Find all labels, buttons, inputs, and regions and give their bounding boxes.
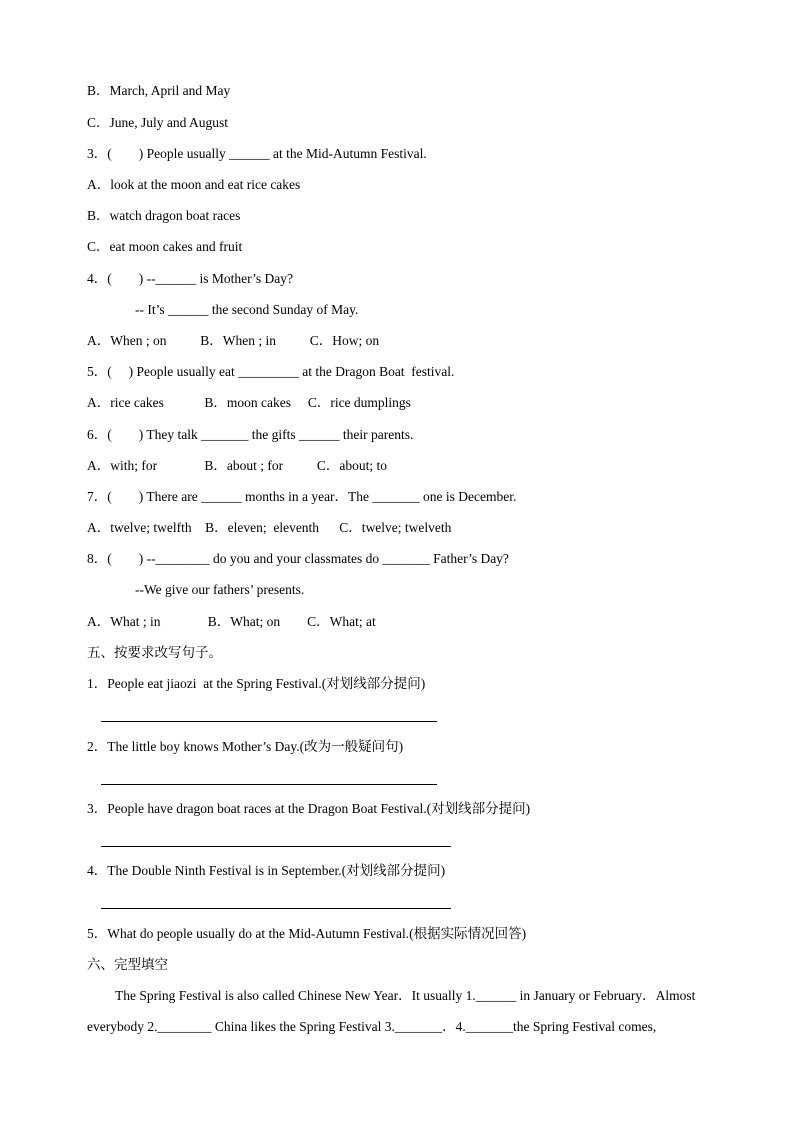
ln-3: 3．( ) People usually ______ at the Mid-Autumn Festival. — [87, 146, 427, 161]
section-six-heading: 六、完型填空 — [87, 957, 168, 973]
ln-11: A．rice cakes B．moon cakes C．rice dumplings — [87, 395, 411, 410]
answer-line-2 — [101, 784, 437, 785]
ln-1: B．March, April and May — [87, 83, 231, 98]
ln-17: --We give our fathers’ presents. — [135, 582, 305, 597]
answer-line-4 — [101, 908, 451, 909]
ln-24: 5．What do people usually do at the Mid-Autumn Festival.(根据实际情况回答) — [87, 926, 527, 941]
ln-13: A．with; for B．about ; for C．about; to — [87, 458, 387, 473]
ln-21: 2．The little boy knows Mother’s Day.(改为一般疑问句) — [87, 739, 404, 754]
ln-7: 4．( ) --______ is Mother’s Day? — [87, 271, 293, 286]
ln-20: 1．People eat jiaozi at the Spring Festival.(对划线部分提问) — [87, 676, 426, 691]
ln-16: 8．( ) --________ do you and your classmates do _______ Father’s Day? — [87, 551, 509, 566]
ln-18: A．What ; in B．What; on C．What; at — [87, 614, 376, 629]
ln-22: 3．People have dragon boat races at the Dragon Boat Festival.(对划线部分提问) — [87, 801, 531, 816]
ln-2: C．June, July and August — [87, 115, 229, 130]
answer-line-1 — [101, 721, 437, 722]
section-five-heading: 五、按要求改写句子。 — [87, 645, 222, 661]
ln-10: 5．( ) People usually eat _________ at the Dragon Boat festival. — [87, 364, 455, 379]
ln-6: C．eat moon cakes and fruit — [87, 239, 243, 254]
ln-9: A．When ; on B．When ; in C．How; on — [87, 333, 380, 348]
ln-15: A．twelve; twelfth B．eleven; eleventh C．twelve; twelveth — [87, 520, 452, 535]
ln-27: everybody 2.________ China likes the Spring Festival 3._______．4._______the Spring Festival comes, — [87, 1019, 657, 1034]
ln-26: The Spring Festival is also called Chinese New Year．It usually 1.______ in January or February．Almost — [115, 988, 696, 1003]
answer-line-3 — [101, 846, 451, 847]
ln-4: A．look at the moon and eat rice cakes — [87, 177, 301, 192]
ln-8: -- It’s ______ the second Sunday of May. — [135, 302, 359, 317]
ln-5: B．watch dragon boat races — [87, 208, 241, 223]
ln-23: 4．The Double Ninth Festival is in September.(对划线部分提问) — [87, 863, 446, 878]
ln-12: 6．( ) They talk _______ the gifts ______ their parents. — [87, 427, 414, 442]
ln-14: 7．( ) There are ______ months in a year．The _______ one is December. — [87, 489, 517, 504]
